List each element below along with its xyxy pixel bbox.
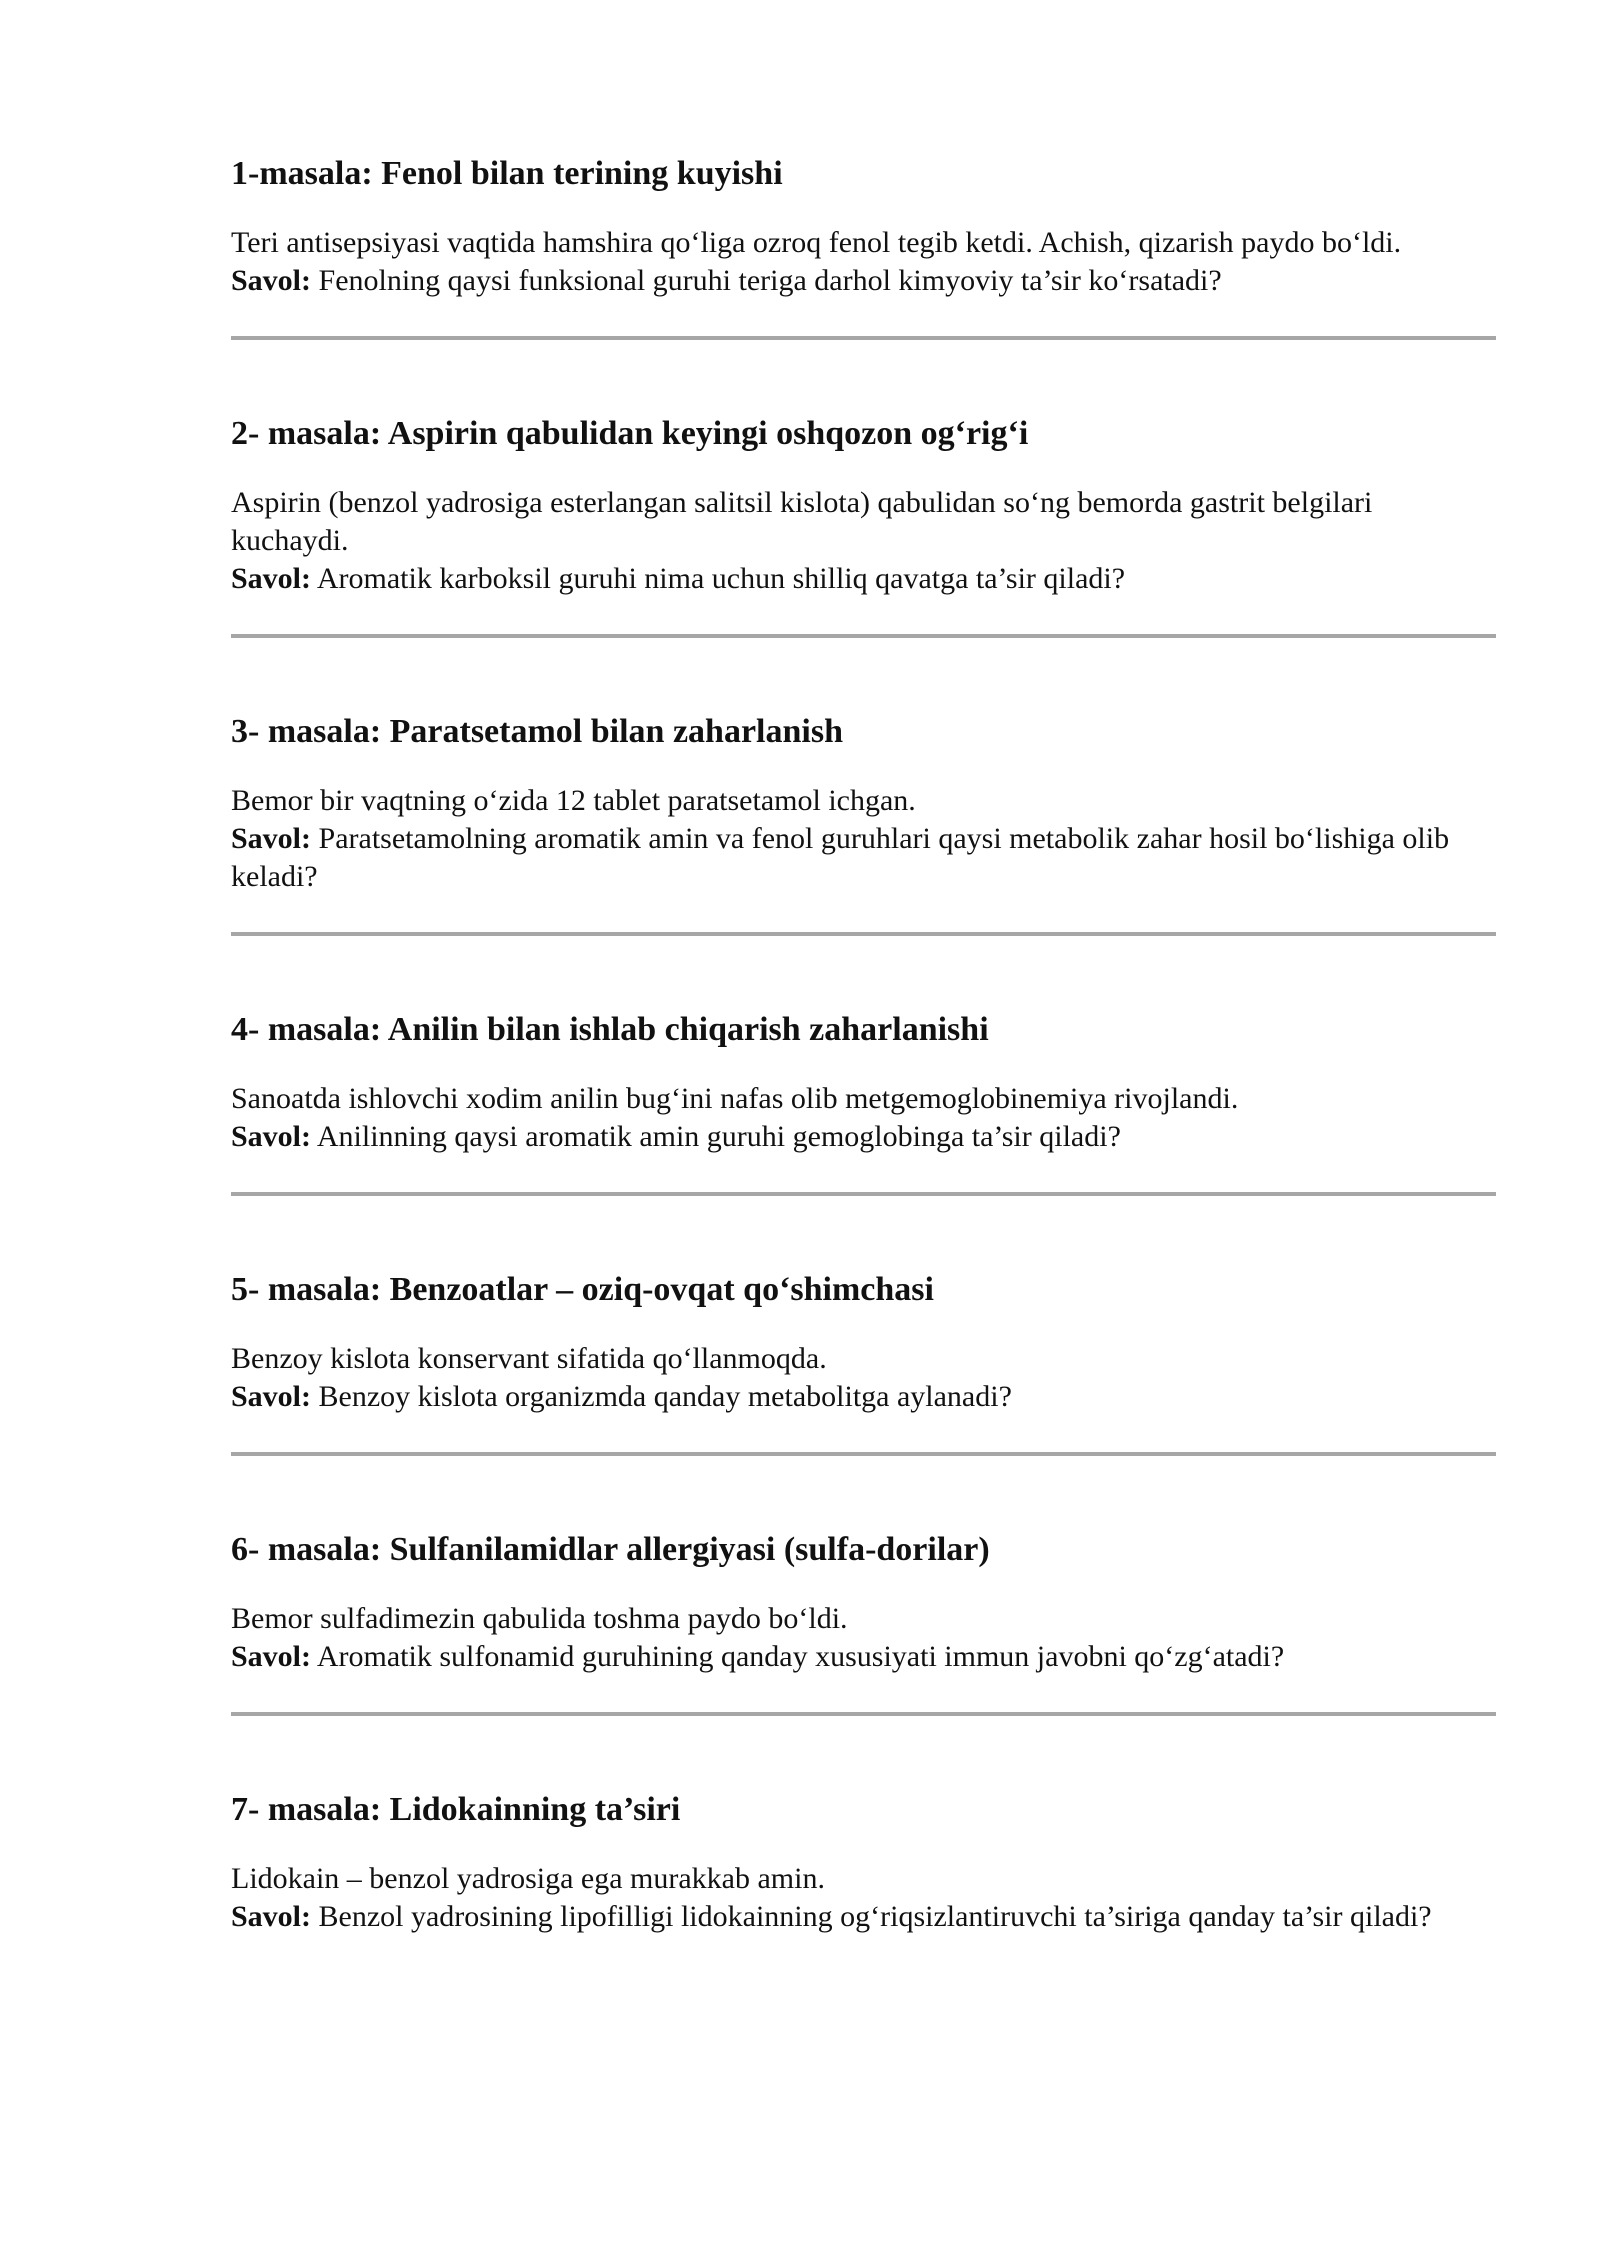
problem-body bbox=[231, 484, 1496, 598]
question-text: Benzoy kislota organizmda qanday metabolitga aylanadi? bbox=[311, 1380, 1012, 1413]
problem-3 bbox=[231, 710, 1496, 896]
question-label: Savol: bbox=[231, 1380, 312, 1413]
problem-4 bbox=[231, 1008, 1496, 1156]
question-label: Savol: bbox=[231, 1900, 312, 1933]
question-label: Savol: bbox=[231, 822, 312, 855]
problem-body bbox=[231, 782, 1496, 896]
question-text: Paratsetamolning aromatik amin va fenol guruhlari qaysi metabolik zahar hosil bo‘lishiga olib keladi? bbox=[231, 822, 1450, 893]
section-divider bbox=[231, 1452, 1496, 1456]
problem-description: Benzoy kislota konservant sifatida qo‘llanmoqda. bbox=[231, 1342, 827, 1375]
question-label: Savol: bbox=[231, 1120, 312, 1153]
problem-2 bbox=[231, 412, 1496, 598]
problem-question bbox=[231, 1638, 1496, 1676]
problem-question bbox=[231, 820, 1496, 896]
problem-description: Lidokain – benzol yadrosiga ega murakkab amin. bbox=[231, 1862, 825, 1895]
problem-title: 7- masala: Lidokainning ta’siri bbox=[231, 1791, 681, 1828]
question-label: Savol: bbox=[231, 562, 312, 595]
question-text: Benzol yadrosining lipofilligi lidokainning og‘riqsizlantiruvchi ta’siriga qanday ta’sir qiladi? bbox=[311, 1900, 1432, 1933]
problem-title: 2- masala: Aspirin qabulidan keyingi oshqozon og‘rig‘i bbox=[231, 415, 1029, 452]
problem-description: Bemor bir vaqtning o‘zida 12 tablet paratsetamol ichgan. bbox=[231, 784, 916, 817]
problem-question bbox=[231, 262, 1496, 300]
section-divider bbox=[231, 1712, 1496, 1716]
problem-1 bbox=[231, 152, 1496, 300]
section-divider bbox=[231, 634, 1496, 638]
section-divider bbox=[231, 336, 1496, 340]
problem-title: 5- masala: Benzoatlar – oziq-ovqat qo‘shimchasi bbox=[231, 1271, 934, 1308]
problem-description: Sanoatda ishlovchi xodim anilin bug‘ini nafas olib metgemoglobinemiya rivojlandi. bbox=[231, 1082, 1239, 1115]
section-divider bbox=[231, 1192, 1496, 1196]
problem-title: 6- masala: Sulfanilamidlar allergiyasi (sulfa-dorilar) bbox=[231, 1531, 990, 1568]
problem-question bbox=[231, 1118, 1496, 1156]
problem-7 bbox=[231, 1788, 1496, 1936]
problem-body bbox=[231, 224, 1496, 300]
problem-description: Aspirin (benzol yadrosiga esterlangan salitsil kislota) qabulidan so‘ng bemorda gastrit belgilari kuchaydi. bbox=[231, 486, 1373, 557]
problem-description: Teri antisepsiyasi vaqtida hamshira qo‘liga ozroq fenol tegib ketdi. Achish, qizarish paydo bo‘ldi. bbox=[231, 226, 1402, 259]
question-text: Aromatik sulfonamid guruhining qanday xususiyati immun javobni qo‘zg‘atadi? bbox=[311, 1640, 1285, 1673]
question-text: Fenolning qaysi funksional guruhi teriga darhol kimyoviy ta’sir ko‘rsatadi? bbox=[311, 264, 1222, 297]
problem-title: 3- masala: Paratsetamol bilan zaharlanish bbox=[231, 713, 843, 750]
problem-body bbox=[231, 1600, 1496, 1676]
problem-body bbox=[231, 1340, 1496, 1416]
question-text: Aromatik karboksil guruhi nima uchun shilliq qavatga ta’sir qiladi? bbox=[311, 562, 1126, 595]
section-divider bbox=[231, 932, 1496, 936]
problem-body bbox=[231, 1080, 1496, 1156]
problem-question bbox=[231, 560, 1496, 598]
problem-body bbox=[231, 1860, 1496, 1936]
question-label: Savol: bbox=[231, 264, 312, 297]
problem-question bbox=[231, 1378, 1496, 1416]
question-label: Savol: bbox=[231, 1640, 312, 1673]
problem-title: 1-masala: Fenol bilan terining kuyishi bbox=[231, 155, 783, 192]
problem-description: Bemor sulfadimezin qabulida toshma paydo bo‘ldi. bbox=[231, 1602, 848, 1635]
problem-title: 4- masala: Anilin bilan ishlab chiqarish zaharlanishi bbox=[231, 1011, 989, 1048]
question-text: Anilinning qaysi aromatik amin guruhi gemoglobinga ta’sir qiladi? bbox=[311, 1120, 1121, 1153]
problem-6 bbox=[231, 1528, 1496, 1676]
problem-5 bbox=[231, 1268, 1496, 1416]
problem-question bbox=[231, 1898, 1496, 1936]
